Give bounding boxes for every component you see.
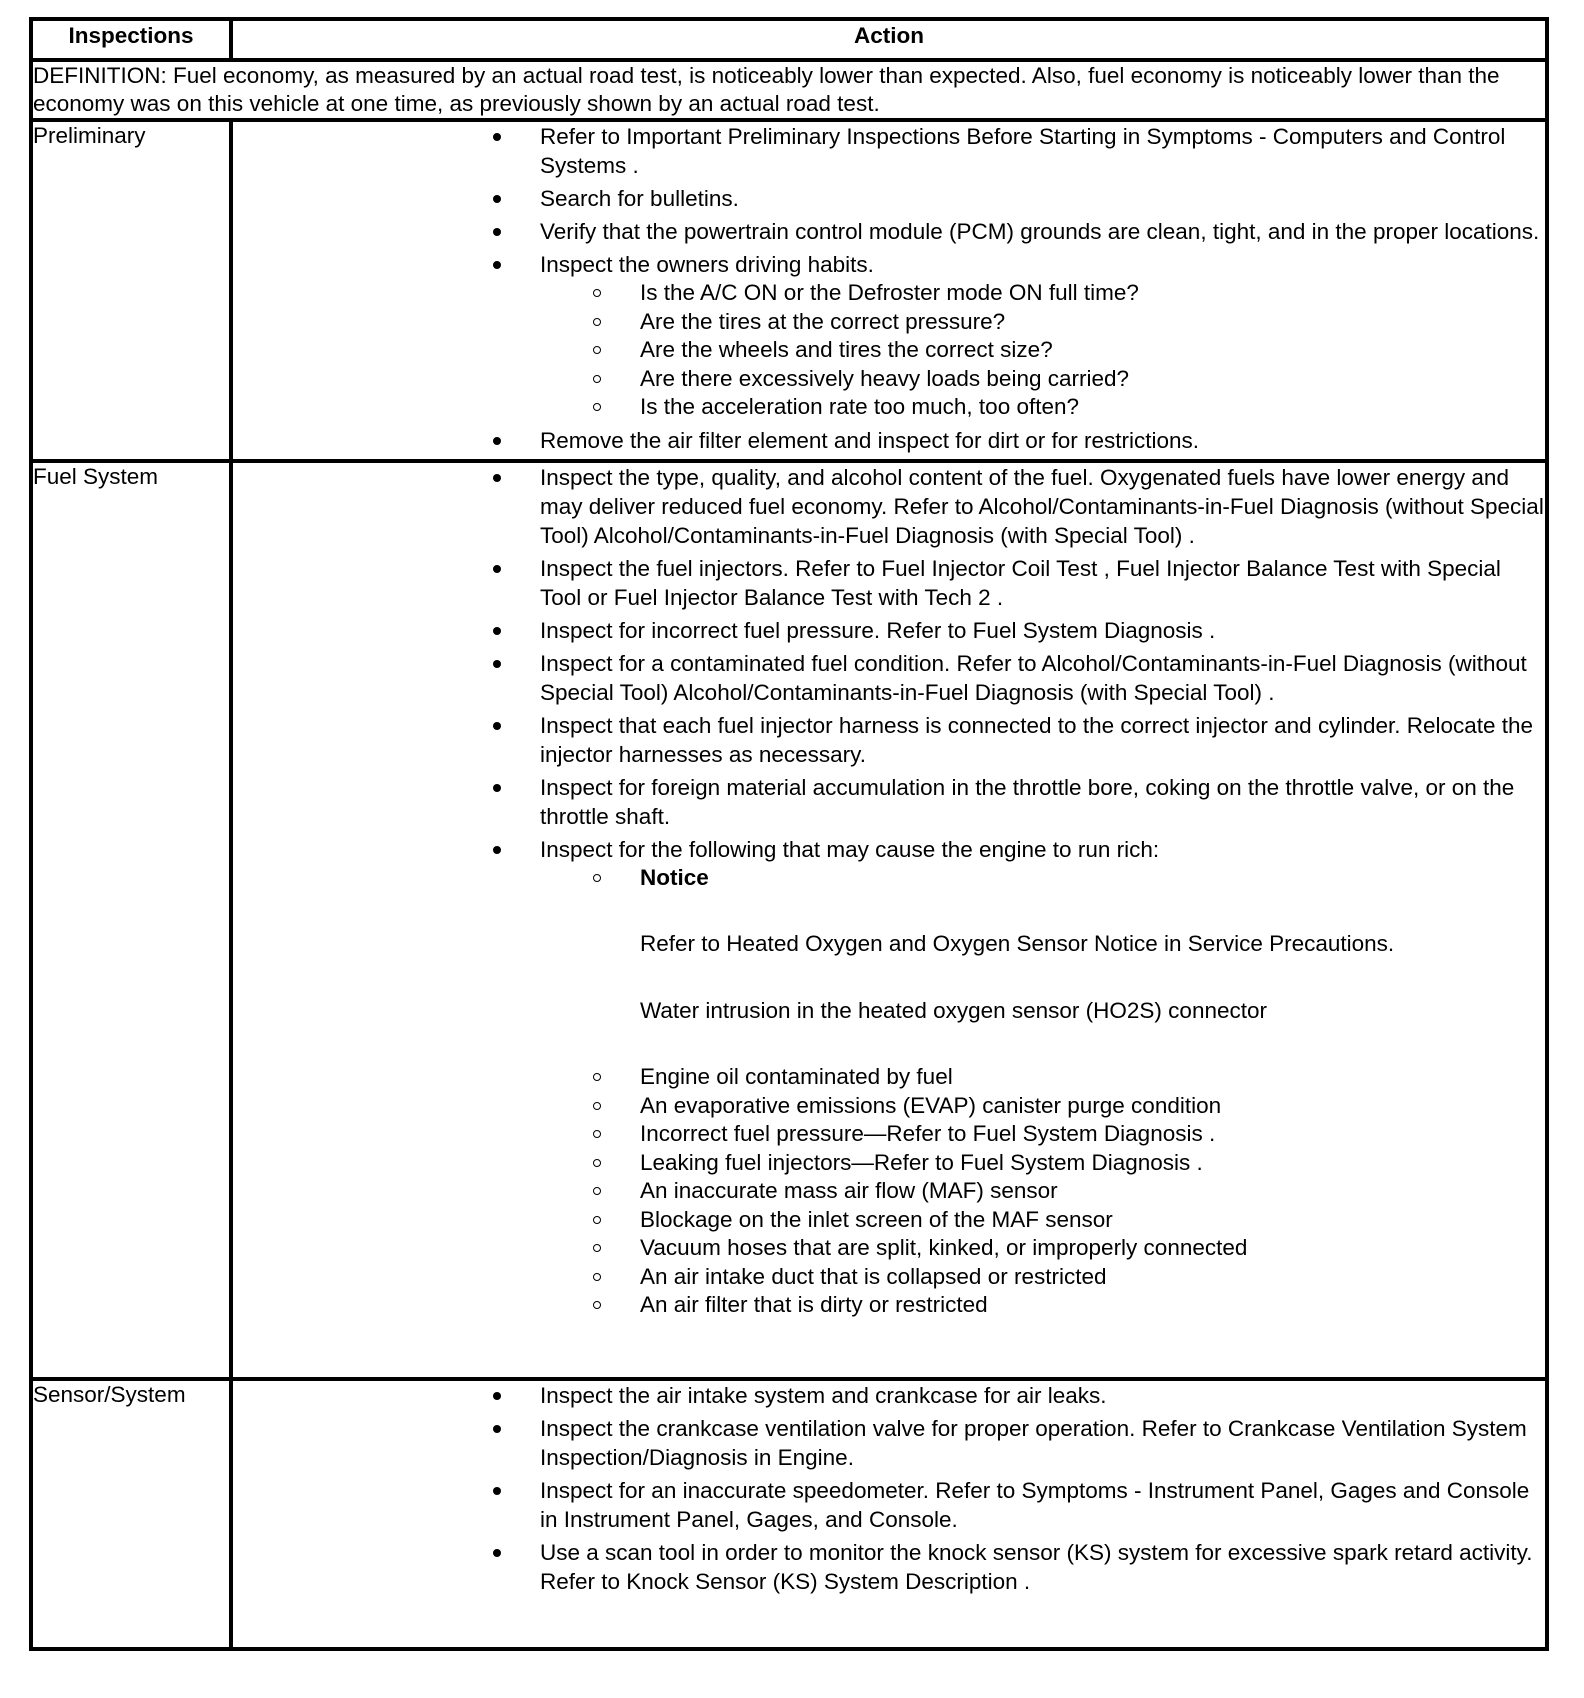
notice-text: Refer to Heated Oxygen and Oxygen Sensor Notice in Service Precautions.	[640, 931, 1395, 956]
circle-bullet-icon	[593, 1187, 601, 1195]
preliminary-row	[31, 120, 1547, 461]
sublist-item-text: An evaporative emissions (EVAP) canister purge condition	[640, 1092, 1222, 1118]
bullet-icon	[493, 660, 501, 668]
notice-title: Notice	[640, 864, 709, 890]
row-label-sensor-system: Sensor/System	[31, 1379, 231, 1649]
sublist-item-text: An air intake duct that is collapsed or restricted	[640, 1263, 1107, 1289]
diagnostic-table	[29, 17, 1549, 1651]
list-item-text: Use a scan tool in order to monitor the knock sensor (KS) system for excessive spark retard activity. Refer to Knock Sensor (KS) System Description .	[540, 1539, 1533, 1594]
circle-bullet-icon	[593, 1102, 601, 1110]
list-item-text: Inspect for foreign material accumulation in the throttle bore, coking on the throttle valve, or on the throttle shaft.	[540, 774, 1515, 829]
circle-bullet-icon	[593, 1273, 601, 1281]
circle-bullet-icon	[593, 1216, 601, 1224]
list-item	[233, 250, 1545, 422]
bullet-icon	[493, 195, 501, 203]
list-item-text: Inspect the type, quality, and alcohol content of the fuel. Oxygenated fuels have lower energy and may deliver reduced fuel economy. Refer to Alcohol/Contaminants-in-Fuel Diagnosis (without Special Tool) Alcohol/Contaminants-in-Fuel Diagnosis (with Special Tool) .	[540, 464, 1544, 548]
sublist-item-text: Vacuum hoses that are split, kinked, or improperly connected	[640, 1235, 1248, 1260]
sensor-system-row	[31, 1379, 1547, 1649]
bullet-icon	[493, 261, 501, 269]
definition-text: DEFINITION: Fuel economy, as measured by an actual road test, is noticeably lower than expected. Also, fuel economy is noticeably lower than the economy was on this vehicle at one time, as previously shown by an actual road test.	[31, 60, 1547, 120]
bullet-icon	[493, 722, 501, 730]
bullet-icon	[493, 565, 501, 573]
sublist-item-text: An inaccurate mass air flow (MAF) sensor	[640, 1178, 1058, 1203]
sensor-system-actions	[231, 1379, 1547, 1649]
list-item-text: Inspect that each fuel injector harness is connected to the correct injector and cylinder. Relocate the injector harnesses as necessary.	[540, 712, 1534, 767]
circle-bullet-icon	[593, 289, 601, 297]
list-item-text: Inspect for a contaminated fuel condition. Refer to Alcohol/Contaminants-in-Fuel Diagnosis (without Special Tool) Alcohol/Contaminants-in-Fuel Diagnosis (with Special Tool) .	[540, 650, 1527, 705]
preliminary-actions	[231, 120, 1547, 461]
definition-row	[31, 60, 1547, 120]
sublist-item-text: Are the tires at the correct pressure?	[640, 308, 1006, 334]
sublist-item-text: Is the A/C ON or the Defroster mode ON full time?	[640, 280, 1139, 305]
circle-bullet-icon	[593, 874, 601, 882]
list-item	[233, 711, 1545, 769]
bullet-icon	[493, 784, 501, 792]
rich-causes-sublist	[233, 864, 1545, 1320]
sublist-item-text: An air filter that is dirty or restricted	[640, 1292, 988, 1317]
sublist-item	[233, 393, 1545, 422]
sublist-item	[233, 1092, 1545, 1121]
bullet-icon	[493, 1487, 501, 1495]
sublist-item	[233, 1263, 1545, 1292]
list-item	[233, 1476, 1545, 1534]
list-item-text: Inspect the fuel injectors. Refer to Fuel Injector Coil Test , Fuel Injector Balance Test with Special Tool or Fuel Injector Balance Test with Tech 2 .	[540, 555, 1501, 610]
sublist-item	[233, 1063, 1545, 1092]
bullet-icon	[493, 437, 501, 445]
list-item-text: Remove the air filter element and inspect for dirt or for restrictions.	[540, 427, 1200, 453]
list-item	[233, 835, 1545, 1320]
list-item	[233, 554, 1545, 612]
circle-bullet-icon	[593, 403, 601, 411]
list-item-text: Inspect the air intake system and crankcase for air leaks.	[540, 1382, 1107, 1408]
list-item	[233, 184, 1545, 213]
bullet-icon	[493, 627, 501, 635]
list-item	[233, 649, 1545, 707]
column-header-action: Action	[231, 19, 1547, 60]
list-item	[233, 773, 1545, 831]
list-item-text: Search for bulletins.	[540, 186, 739, 211]
list-item-text: Inspect for the following that may cause the engine to run rich:	[540, 836, 1160, 862]
bullet-icon	[493, 133, 501, 141]
list-item	[233, 1381, 1545, 1410]
list-item	[233, 122, 1545, 180]
column-header-inspections: Inspections	[31, 19, 231, 60]
row-label-fuel-system: Fuel System	[31, 461, 231, 1379]
sublist-item-text: Engine oil contaminated by fuel	[640, 1064, 953, 1089]
row-label-preliminary: Preliminary	[31, 120, 231, 461]
circle-bullet-icon	[593, 318, 601, 326]
circle-bullet-icon	[593, 1244, 601, 1252]
sublist-item	[233, 1234, 1545, 1263]
list-item-text: Inspect the crankcase ventilation valve for proper operation. Refer to Crankcase Ventilation System Inspection/Diagnosis in Engine.	[540, 1415, 1527, 1470]
sublist-item	[233, 1120, 1545, 1149]
circle-bullet-icon	[593, 1301, 601, 1309]
bullet-icon	[493, 1425, 501, 1433]
list-item	[233, 463, 1545, 550]
sublist-item-text: Leaking fuel injectors—Refer to Fuel System Diagnosis .	[640, 1149, 1203, 1175]
circle-bullet-icon	[593, 1159, 601, 1167]
notice-text-water-intrusion: Water intrusion in the heated oxygen sensor (HO2S) connector	[640, 997, 1267, 1023]
driving-habits-sublist	[233, 279, 1545, 422]
bullet-icon	[493, 1392, 501, 1400]
bullet-icon	[493, 846, 501, 854]
sublist-item-text: Incorrect fuel pressure—Refer to Fuel System Diagnosis .	[640, 1121, 1216, 1146]
list-item-text: Inspect the owners driving habits.	[540, 252, 874, 277]
circle-bullet-icon	[593, 346, 601, 354]
sublist-item	[233, 1149, 1545, 1178]
fuel-system-row	[31, 461, 1547, 1379]
list-item	[233, 616, 1545, 645]
sublist-item	[233, 279, 1545, 308]
sublist-item-text: Are the wheels and tires the correct size?	[640, 337, 1053, 362]
sublist-item	[233, 1206, 1545, 1235]
sublist-item	[233, 365, 1545, 394]
list-item-text: Refer to Important Preliminary Inspections Before Starting in Symptoms - Computers and Control Systems .	[540, 124, 1506, 178]
bullet-icon	[493, 228, 501, 236]
sublist-item	[233, 1177, 1545, 1206]
sublist-item-text: Blockage on the inlet screen of the MAF sensor	[640, 1206, 1113, 1232]
list-item	[233, 1538, 1545, 1596]
list-item	[233, 426, 1545, 455]
sublist-item-text: Are there excessively heavy loads being carried?	[640, 365, 1130, 391]
list-item-text: Verify that the powertrain control module (PCM) grounds are clean, tight, and in the proper locations.	[540, 219, 1540, 244]
fuel-system-actions	[231, 461, 1547, 1379]
sublist-item-text: Is the acceleration rate too much, too often?	[640, 394, 1080, 419]
header-row	[31, 19, 1547, 60]
sublist-item	[233, 308, 1545, 337]
list-item	[233, 1414, 1545, 1472]
list-item	[233, 217, 1545, 246]
sublist-item	[233, 1291, 1545, 1320]
circle-bullet-icon	[593, 375, 601, 383]
bullet-icon	[493, 1549, 501, 1557]
list-item-text: Inspect for incorrect fuel pressure. Refer to Fuel System Diagnosis .	[540, 617, 1216, 643]
sublist-item	[233, 336, 1545, 365]
list-item-text: Inspect for an inaccurate speedometer. Refer to Symptoms - Instrument Panel, Gages and Console in Instrument Panel, Gages, and Console.	[540, 1477, 1530, 1532]
circle-bullet-icon	[593, 1073, 601, 1081]
circle-bullet-icon	[593, 1130, 601, 1138]
notice-item	[233, 864, 1545, 1026]
bullet-icon	[493, 474, 501, 482]
